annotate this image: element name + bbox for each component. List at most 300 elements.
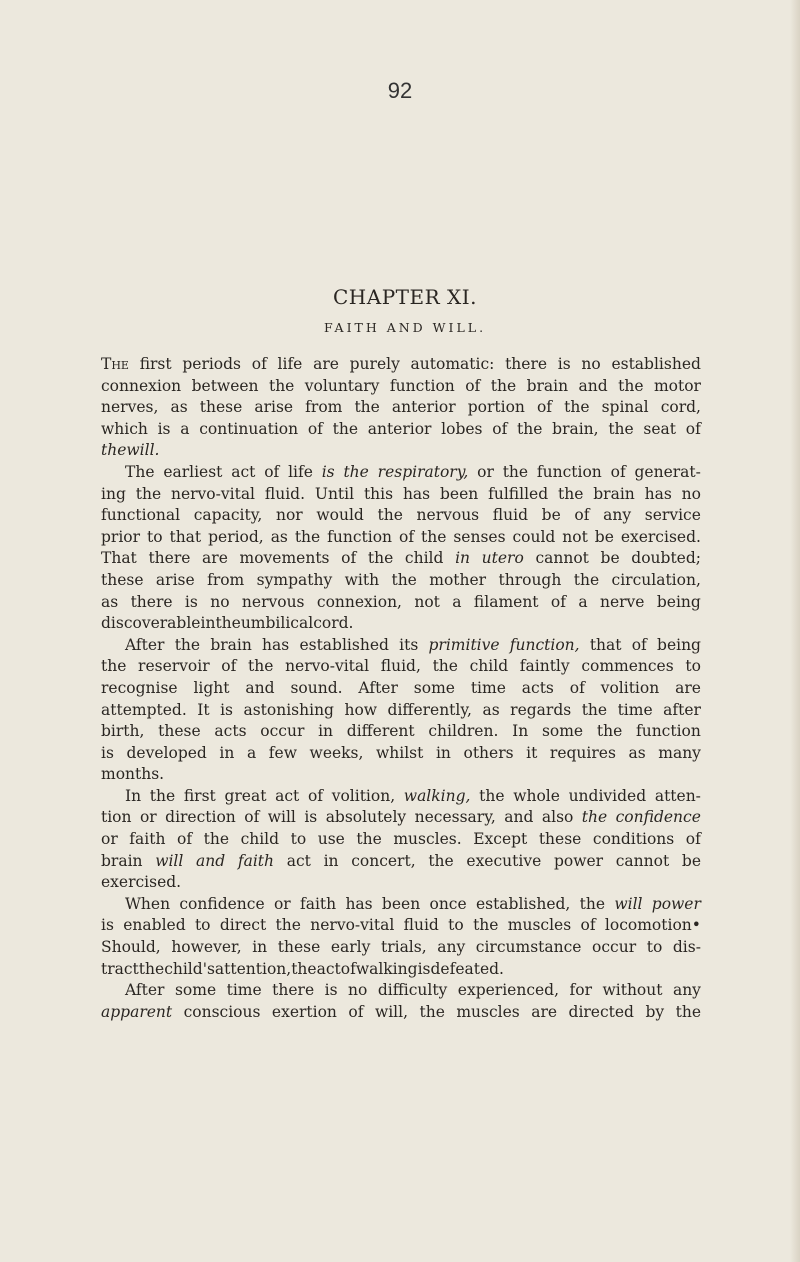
text-line [101,980,701,1002]
word: few [268,743,297,762]
word: has [644,484,672,503]
word: Should, [101,938,161,957]
word: different [346,722,415,741]
word: the [332,419,358,438]
word: seat [643,419,677,438]
word: a [246,743,257,762]
word: of [492,419,508,438]
word: the [581,808,608,827]
word: portion [467,398,525,417]
text-line [101,354,701,376]
word: first [183,786,216,805]
word: cannot [615,851,670,870]
word: act [275,786,300,805]
word: conscious [183,1002,261,1021]
word: or [101,830,118,849]
word: has [262,635,290,654]
text-line [101,872,701,894]
text-line [101,851,701,873]
text-line [101,700,701,722]
word: in [323,851,339,870]
word: ing [101,484,126,503]
word: a [578,592,588,611]
word: experienced, [457,981,560,1000]
word: is [417,959,431,978]
word: how [344,700,378,719]
word: any [672,981,701,1000]
word: of [536,398,553,417]
word: brain [210,635,252,654]
text-line [101,721,701,743]
word: nerve [599,592,645,611]
word: commences [581,657,674,676]
word: After [125,635,165,654]
word: function [389,376,455,395]
word: the [675,1002,701,1021]
word: are [531,1002,558,1021]
word: locomotion• [604,916,701,935]
word: would [316,506,364,525]
word: nor [275,506,303,525]
word: of [348,1002,364,1021]
word: is [101,916,114,935]
word: between [191,376,259,395]
word: It [197,700,210,719]
word: the [291,959,317,978]
word: the [490,376,517,395]
word: some [413,678,455,697]
word: the [377,506,403,525]
word: reservoir [138,657,210,676]
word: senses [453,527,506,546]
word: is [157,419,171,438]
word: life [288,462,313,481]
word: of [341,549,357,568]
word: the [138,959,165,978]
word: necessary, [414,808,496,827]
word: in [252,938,268,957]
word: purely [349,355,400,373]
word: dis- [672,938,701,957]
word: of [574,506,590,525]
word: faintly [519,657,570,676]
word: first [139,355,172,373]
word: motor [653,376,701,395]
word: cord. [313,614,354,633]
word: is [220,700,233,719]
word: the [367,549,394,568]
word: from [305,398,343,417]
word: in [200,614,216,633]
word: brain [101,851,143,870]
text-line [101,462,701,484]
text-line [101,937,701,959]
word: the [135,484,162,503]
word: respiratory, [377,462,469,481]
word: to [646,938,663,957]
word: anterior [391,398,456,417]
word: tion [101,808,132,827]
text-line [101,786,701,808]
word: developed [126,743,207,762]
word: doubted; [631,549,701,568]
word: that [169,527,202,546]
word: nervo-vital [285,657,370,676]
word: faith [299,894,337,913]
body-text [101,354,701,1023]
text-line [101,678,701,700]
word: nervo-vital [310,916,395,935]
word: the [343,462,369,481]
word: in [219,743,235,762]
word: weeks, [309,743,364,762]
word: established, [475,894,571,913]
word: as [482,700,500,719]
text-line [101,915,701,937]
word: is [557,355,571,373]
word: time [226,981,262,1000]
word: discoverable [101,614,201,633]
word: of [340,959,356,978]
word: function [327,527,393,546]
word: That [101,549,137,568]
word: is [184,592,198,611]
word: the [502,462,529,481]
word: primitive [428,635,500,654]
word: trials, [380,938,427,957]
word: the [558,484,584,503]
word: absolutely [325,808,407,827]
word: nerves, [101,398,159,417]
word: the [618,376,644,395]
word: any [437,938,466,957]
word: the [608,419,634,438]
word: the [421,527,447,546]
text-line [101,419,701,441]
word: will. [126,441,160,460]
word: movements [239,549,330,568]
word: fluid. [264,484,306,503]
text-line [101,548,701,570]
word: fluid, [380,657,421,676]
word: circulation, [611,570,701,589]
word: volition [600,678,660,697]
word: the [432,657,458,676]
word: faith [237,851,275,870]
word: After [125,981,165,1000]
word: are [202,549,228,568]
word: of [610,462,626,481]
word: brain [593,484,635,503]
word: periods [182,355,242,373]
word: act [316,959,341,978]
word: capacity, [193,506,263,525]
word: act [231,462,256,481]
word: cannot [535,549,589,568]
text-line [101,635,701,657]
word: umbilical [240,614,314,633]
word: conditions [592,830,675,849]
word: sympathy [256,570,333,589]
word: been [439,484,479,503]
word: astonishing [243,700,334,719]
word: be [681,851,701,870]
word: atten- [654,786,701,805]
word: a [180,419,190,438]
word: undivided [568,786,647,805]
word: by [645,1002,665,1021]
word: the [101,441,127,460]
word: the [581,700,608,719]
word: apparent [101,1002,173,1021]
word: in [435,743,451,762]
word: of [685,419,701,438]
word: of [580,916,596,935]
word: the [419,1002,445,1021]
word: function [635,722,701,741]
word: is [324,981,338,1000]
word: defeated. [430,959,504,978]
word: without [602,981,663,1000]
word: the [101,657,127,676]
word: of [569,678,585,697]
word: of [264,462,280,481]
word: its [399,635,419,654]
word: walking, [403,786,471,805]
word: with [344,570,380,589]
word: and [245,678,275,697]
word: once [429,894,467,913]
word: these [277,938,321,957]
word: fluid [403,916,439,935]
word: there [148,549,191,568]
word: tract [101,959,139,978]
word: faith [129,830,166,849]
word: is [321,462,335,481]
word: Until [314,484,355,503]
word: as [101,592,119,611]
section-title: FAITH AND WILL. [323,320,487,335]
word: enabled [123,916,186,935]
word: voluntary [304,376,380,395]
word: exercised. [101,873,182,892]
word: of [631,635,647,654]
word: others [463,743,514,762]
word: children. [428,722,499,741]
word: and [504,808,534,827]
word: difficulty [377,981,448,1000]
word: there [505,355,548,373]
word: fulfilled [488,484,549,503]
word: no [681,484,701,503]
word: no [210,592,230,611]
word: period, [208,527,264,546]
word: earliest [163,462,223,481]
word: attempted. [101,700,187,719]
word: and [196,851,226,870]
text-line [101,829,701,851]
word: or [477,462,494,481]
word: some [541,722,584,741]
word: as [170,398,188,417]
word: which [101,419,148,438]
word: spinal [601,398,649,417]
text-line [101,527,701,549]
word: the [517,419,543,438]
word: these [101,570,144,589]
word: birth, [101,722,145,741]
word: will [267,808,296,827]
text-line [101,484,701,506]
word: When [125,894,171,913]
word: child [469,657,509,676]
word: child [240,830,280,849]
word: the [294,527,321,546]
word: no [581,355,601,373]
word: through [498,570,562,589]
word: some [174,981,217,1000]
word: exercised. [620,527,701,546]
word: occur [592,938,637,957]
word: child's [164,959,215,978]
word: prior [101,527,141,546]
word: time [470,678,506,697]
word: the [564,398,590,417]
word: power [651,894,701,913]
word: muscles [456,1002,520,1021]
word: continuation [199,419,299,438]
word: the [174,635,201,654]
word: no [348,981,368,1000]
word: however, [171,938,242,957]
word: lobes [441,419,483,438]
word: arise [155,570,195,589]
word: connexion [101,376,182,395]
word: the [149,786,176,805]
word: sound. [290,678,343,697]
word: light [193,678,230,697]
word: of [177,830,193,849]
word: automatic: [410,355,495,373]
word: arise [254,398,294,417]
word: acts [521,678,554,697]
word: has [402,484,431,503]
word: nervous [416,506,480,525]
word: life [277,355,303,373]
word: muscles [507,916,572,935]
word: brain, [552,419,599,438]
word: or [139,808,157,827]
word: established [611,355,701,373]
word: nervous [241,592,305,611]
word: from [207,570,245,589]
word: concert, [351,851,416,870]
word: great [224,786,267,805]
word: After [358,678,398,697]
word: will [614,894,643,913]
word: recognise [101,678,178,697]
word: The [101,355,129,373]
word: connexion, [316,592,402,611]
text-line [101,807,701,829]
word: a [452,592,462,611]
word: these [158,722,201,741]
word: or [273,894,291,913]
word: fluid [492,506,528,525]
word: and [578,376,608,395]
word: early [330,938,371,957]
word: occur [260,722,305,741]
word: the [596,722,623,741]
word: to [146,527,163,546]
word: anterior [367,419,432,438]
word: the [268,376,295,395]
word: are [313,355,339,373]
text-line [101,440,701,462]
text-line [101,376,701,398]
word: being [657,635,701,654]
word: the [356,830,382,849]
word: of [398,527,415,546]
word: direction [165,808,236,827]
word: not [414,592,440,611]
word: of [244,808,260,827]
word: filament [473,592,539,611]
word: this [363,484,394,503]
text-line [101,894,701,916]
word: these [538,830,582,849]
word: muscles. [393,830,462,849]
word: of [465,376,481,395]
word: the [579,894,606,913]
word: directed [568,1002,634,1021]
word: to [685,657,701,676]
word: generat- [634,462,701,481]
word: service [644,506,701,525]
word: nervo-vital [170,484,256,503]
word: mother [429,570,487,589]
word: utero [481,549,524,568]
word: it [526,743,538,762]
word: is [304,808,318,827]
word: for [569,981,592,1000]
word: time [617,700,653,719]
chapter-title: CHAPTER XI. [333,285,477,309]
word: confidence [615,808,701,827]
page-edge [790,0,800,1262]
word: the [203,830,230,849]
text-line [101,592,701,614]
text-line [101,1002,701,1024]
word: direct [219,916,267,935]
text-line [101,656,701,678]
word: function, [509,635,580,654]
word: to [290,830,307,849]
word: executive [466,851,542,870]
word: the [573,570,600,589]
word: of [251,355,267,373]
word: are [675,678,701,697]
word: function [536,462,602,481]
word: after [663,700,701,719]
word: circumstance [475,938,582,957]
word: of [221,657,237,676]
word: cord, [660,398,701,417]
word: Except [473,830,528,849]
word: in [455,549,471,568]
text-line [101,743,701,765]
word: that [589,635,622,654]
